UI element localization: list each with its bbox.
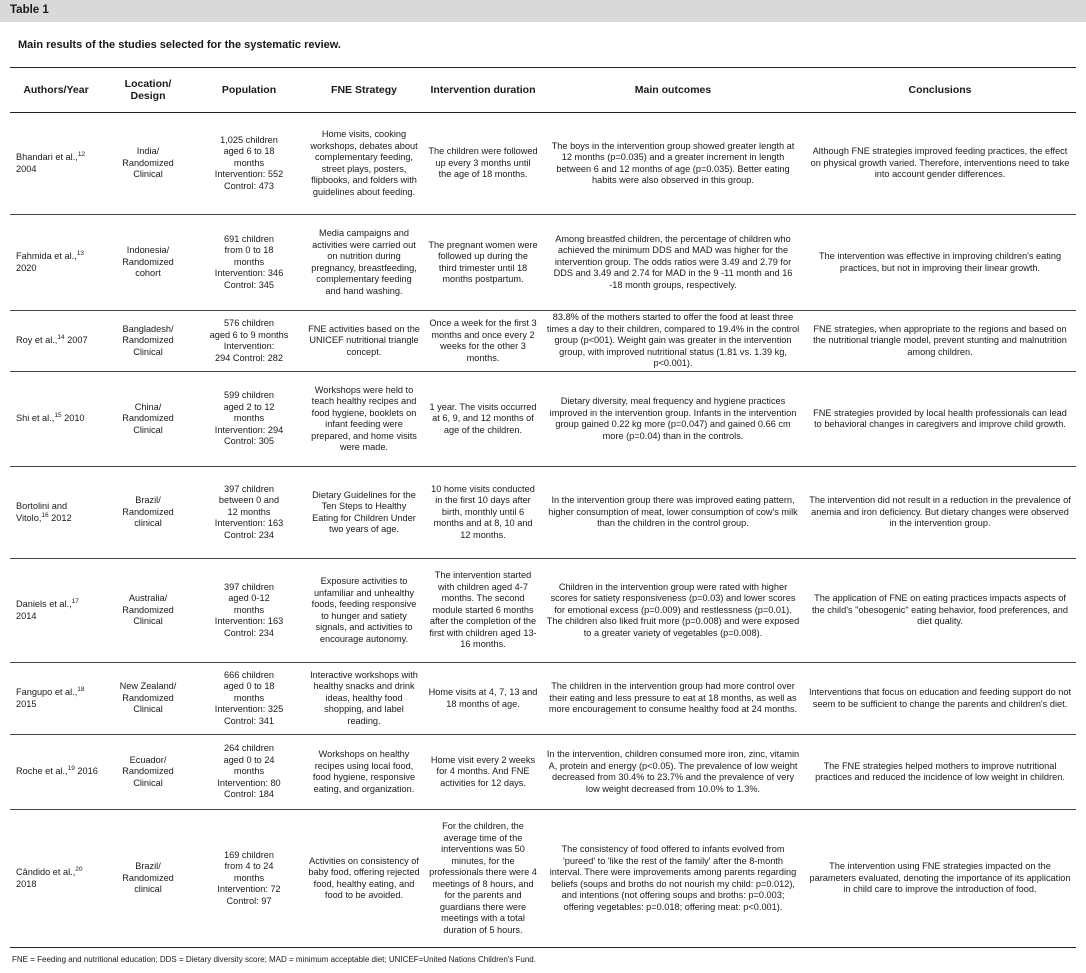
- cell-population: 576 children aged 6 to 9 months Intervention: 294 Control: 282: [194, 311, 304, 372]
- cell-fne-strategy: Exposure activities to unfamiliar and unhealthy foods, feeding responsive to hunger and satiety signals, and activities to encourage autonomy.: [304, 559, 424, 663]
- cell-population: 666 children aged 0 to 18 months Intervention: 325 Control: 341: [194, 663, 304, 735]
- cell-fne-strategy: Interactive workshops with healthy snacks and drink ideas, healthy food shopping, and label reading.: [304, 663, 424, 735]
- cell-population: 691 children from 0 to 18 months Intervention: 346 Control: 345: [194, 215, 304, 311]
- cell-location-design: Brazil/ Randomized clinical: [102, 467, 194, 559]
- cell-intervention-duration: For the children, the average time of the interventions was 50 minutes, for the professionals there were 4 meetings of 8 hours, and for the parents and guardians there were meetings with a total duration of 5 hours.: [424, 810, 542, 948]
- cell-location-design: Indonesia/ Randomized cohort: [102, 215, 194, 311]
- table-row: [10, 467, 1076, 559]
- cell-author-year: Bhandari et al.,$^{12}$ 2004: [10, 113, 102, 215]
- reference-number: 19: [67, 765, 75, 773]
- cell-fne-strategy: Home visits, cooking workshops, debates about complementary feeding, street plays, posters, flipbooks, and folders with guidelines about feeding.: [304, 113, 424, 215]
- cell-location-design: New Zealand/ Randomized Clinical: [102, 663, 194, 735]
- cell-population: 397 children between 0 and 12 months Intervention: 163 Control: 234: [194, 467, 304, 559]
- header-population: Population: [194, 68, 304, 113]
- cell-intervention-duration: 10 home visits conducted in the first 10 days after birth, monthly until 6 months and at 8, 10 and 12 months.: [424, 467, 542, 559]
- cell-conclusions: FNE strategies provided by local health professionals can lead to behavioral changes in caregivers and improve child growth.: [804, 372, 1076, 467]
- cell-main-outcomes: In the intervention, children consumed more iron, zinc, vitamin A, protein and energy (p<0.05). The prevalence of low weight decreased from 30.4% to 23.7% and the prevalence of very low weight decreased from 10.0% to 1.3%.: [542, 735, 804, 810]
- header-intervention-duration: Intervention duration: [424, 68, 542, 113]
- cell-location-design: Bangladesh/ Randomized Clinical: [102, 311, 194, 372]
- reference-number: 14: [57, 334, 65, 342]
- cell-conclusions: The intervention did not result in a reduction in the prevalence of anemia and iron deficiency. But dietary changes were observed in the intervention group.: [804, 467, 1076, 559]
- cell-conclusions: The intervention was effective in improving children's eating practices, but not in improving their linear growth.: [804, 215, 1076, 311]
- header-fne-strategy: FNE Strategy: [304, 68, 424, 113]
- cell-author-year: Fahmida et al.,$^{13}$ 2020: [10, 215, 102, 311]
- reference-number: 17: [71, 597, 79, 605]
- cell-main-outcomes: In the intervention group there was improved eating pattern, higher consumption of meat, lower consumption of cow's milk than the children in the control group.: [542, 467, 804, 559]
- cell-intervention-duration: Home visits at 4, 7, 13 and 18 months of age.: [424, 663, 542, 735]
- header-location-design-text: Location/ Design: [124, 78, 172, 102]
- reference-number: 20: [75, 865, 83, 873]
- cell-intervention-duration: 1 year. The visits occurred at 6, 9, and 12 months of age of the children.: [424, 372, 542, 467]
- cell-main-outcomes: Among breastfed children, the percentage of children who achieved the minimum DDS and MAD was higher for the intervention group. The odds ratios were 3.49 and 2.79 for DDS and 3.49 and 2.74 for MAD in the 9 -11 month and 16 -18 month groups, respectively.: [542, 215, 804, 311]
- cell-intervention-duration: The children were followed up every 3 months until the age of 18 months.: [424, 113, 542, 215]
- cell-conclusions: Interventions that focus on education and feeding support do not seem to be sufficient to change the parents and children's diet.: [804, 663, 1076, 735]
- cell-main-outcomes: Children in the intervention group were rated with higher scores for satiety responsiveness (p=0.03) and lower scores for emotional excess (p=0.009) and restlessness (p=0.01). The children also liked fruit more (p=0.008) and were exposed to a greater variety of vegetables (p=0.008).: [542, 559, 804, 663]
- cell-population: 169 children from 4 to 24 months Intervention: 72 Control: 97: [194, 810, 304, 948]
- cell-fne-strategy: Media campaigns and activities were carried out on nutrition during pregnancy, breastfeeding, complementary feeding and hand washing.: [304, 215, 424, 311]
- table-row: [10, 372, 1076, 467]
- header-location-design: [102, 68, 194, 113]
- table-row: [10, 735, 1076, 810]
- cell-author-year: Roy et al.,$^{14}$ 2007: [10, 311, 102, 372]
- cell-author-year: Bortolini and Vitolo,$^{16}$ 2012: [10, 467, 102, 559]
- table-row: [10, 113, 1076, 215]
- table-body: [10, 113, 1076, 948]
- cell-population: 264 children aged 0 to 24 months Intervention: 80 Control: 184: [194, 735, 304, 810]
- cell-fne-strategy: Workshops were held to teach healthy recipes and food hygiene, booklets on infant feeding were prepared, and home visits were made.: [304, 372, 424, 467]
- table-label: Table 1: [10, 4, 49, 16]
- header-main-outcomes: Main outcomes: [542, 68, 804, 113]
- header-conclusions: Conclusions: [804, 68, 1076, 113]
- cell-fne-strategy: Dietary Guidelines for the Ten Steps to Healthy Eating for Children Under two years of age.: [304, 467, 424, 559]
- cell-location-design: Ecuador/ Randomized Clinical: [102, 735, 194, 810]
- table-row: [10, 311, 1076, 372]
- cell-main-outcomes: The children in the intervention group had more control over their eating and less pressure to eat at 18 months, as well as more encouragement to consume healthy food at 24 months.: [542, 663, 804, 735]
- cell-intervention-duration: Once a week for the first 3 months and once every 2 weeks for the other 3 months.: [424, 311, 542, 372]
- cell-fne-strategy: FNE activities based on the UNICEF nutritional triangle concept.: [304, 311, 424, 372]
- reference-number: 12: [77, 150, 86, 158]
- reference-number: 15: [54, 412, 62, 420]
- table-label-bar: [0, 0, 1086, 22]
- cell-location-design: Australia/ Randomized Clinical: [102, 559, 194, 663]
- header-authors-year: Authors/Year: [10, 68, 102, 113]
- table-footnote: FNE = Feeding and nutritional education; DDS = Dietary diversity score; MAD = minimum acceptable diet; UNICEF=United Nations Children's Fund.: [12, 955, 536, 964]
- cell-fne-strategy: Workshops on healthy recipes using local food, food hygiene, responsive eating, and organization.: [304, 735, 424, 810]
- cell-author-year: Roche et al.,$^{19}$ 2016: [10, 735, 102, 810]
- cell-population: 397 children aged 0-12 months Intervention: 163 Control: 234: [194, 559, 304, 663]
- cell-population: 1,025 children aged 6 to 18 months Intervention: 552 Control: 473: [194, 113, 304, 215]
- cell-conclusions: Although FNE strategies improved feeding practices, the effect on physical growth varied. Therefore, interventions need to take into account gender differences.: [804, 113, 1076, 215]
- cell-location-design: India/ Randomized Clinical: [102, 113, 194, 215]
- cell-author-year: Shi et al.,$^{15}$ 2010: [10, 372, 102, 467]
- cell-intervention-duration: Home visit every 2 weeks for 4 months. And FNE activities for 12 days.: [424, 735, 542, 810]
- cell-intervention-duration: The pregnant women were followed up during the third trimester until 18 months postpartum.: [424, 215, 542, 311]
- table-row: [10, 215, 1076, 311]
- cell-fne-strategy: Activities on consistency of baby food, offering rejected food, healthy eating, and food to be avoided.: [304, 810, 424, 948]
- cell-author-year: Daniels et al.,$^{17}$ 2014: [10, 559, 102, 663]
- cell-main-outcomes: The boys in the intervention group showed greater length at 12 months (p=0.035) and a greater increment in length between 6 and 12 months of age (p=0.035). Better eating habits were also observed in this group.: [542, 113, 804, 215]
- table-caption: Main results of the studies selected for the systematic review.: [18, 39, 341, 51]
- cell-location-design: China/ Randomized Clinical: [102, 372, 194, 467]
- table-row: [10, 663, 1076, 735]
- results-table: [10, 67, 1076, 948]
- cell-main-outcomes: 83.8% of the mothers started to offer the food at least three times a day to their children, compared to 19.4% in the control group (p<001). Weight gain was greater in the intervention group, with improved nutritional status (1.81 vs. 1.39 kg, p<0.001).: [542, 311, 804, 372]
- header-row: [10, 68, 1076, 113]
- cell-conclusions: The application of FNE on eating practices impacts aspects of the child's "obesogenic" eating behavior, food preferences, and diet quality.: [804, 559, 1076, 663]
- reference-number: 16: [41, 511, 49, 519]
- cell-main-outcomes: The consistency of food offered to infants evolved from 'pureed' to 'like the rest of the family' after the 8-month interval. There were improvements among parents regarding beliefs (soups and broths do not nourish my child: p=0.012), and intentions (not offering soups and broths: p=0.003; offering vegetables: p=0.018; offering meat: p<0.001).: [542, 810, 804, 948]
- cell-conclusions: The intervention using FNE strategies impacted on the parameters evaluated, denoting the importance of its application in child care to improve the introduction of food.: [804, 810, 1076, 948]
- table-row: [10, 559, 1076, 663]
- cell-conclusions: The FNE strategies helped mothers to improve nutritional practices and reduced the incidence of low weight in children.: [804, 735, 1076, 810]
- cell-intervention-duration: The intervention started with children aged 4-7 months. The second module started 6 months after the completion of the first with children aged 13-16 months.: [424, 559, 542, 663]
- cell-location-design: Brazil/ Randomized clinical: [102, 810, 194, 948]
- reference-number: 18: [77, 685, 85, 693]
- cell-population: 599 children aged 2 to 12 months Intervention: 294 Control: 305: [194, 372, 304, 467]
- cell-author-year: Cândido et al.,$^{20}$ 2018: [10, 810, 102, 948]
- cell-author-year: Fangupo et al.,$^{18}$ 2015: [10, 663, 102, 735]
- cell-main-outcomes: Dietary diversity, meal frequency and hygiene practices improved in the intervention group. Infants in the intervention group gained 0.22 kg more (p=0.047) and gained 0.66 cm more (p=0.04) than in the controls.: [542, 372, 804, 467]
- cell-conclusions: FNE strategies, when appropriate to the regions and based on the nutritional triangle model, prevent stunting and malnutrition among children.: [804, 311, 1076, 372]
- reference-number: 13: [76, 249, 85, 257]
- table-row: [10, 810, 1076, 948]
